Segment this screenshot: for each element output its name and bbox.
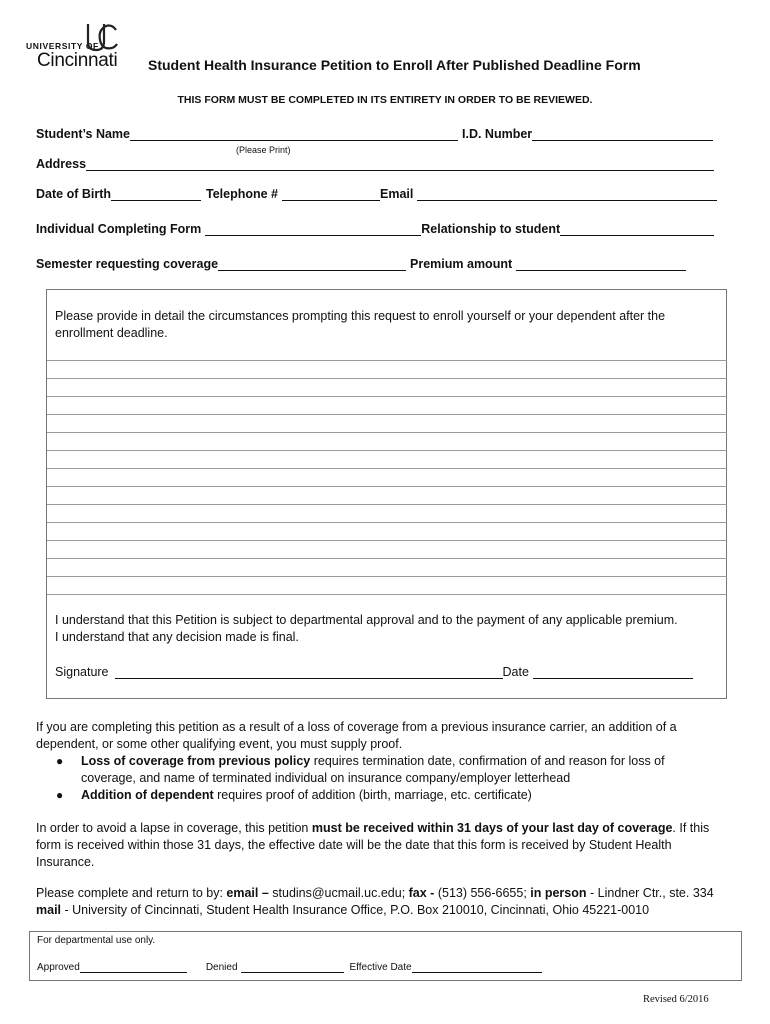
email-method-label: email – (226, 886, 273, 900)
acknowledgement-text (55, 612, 725, 646)
telephone-label: Telephone # (206, 187, 279, 201)
explanation-line[interactable] (47, 450, 727, 451)
semester-field[interactable] (218, 258, 406, 271)
address-row (36, 157, 714, 171)
contact-row (36, 187, 717, 201)
acknowledgement-line-2: I understand that any decision made is final. (55, 630, 299, 644)
approved-field[interactable] (80, 962, 187, 973)
return-email[interactable]: studins@ucmail.uc.edu (272, 886, 402, 900)
date-field[interactable] (533, 666, 693, 679)
please-print-note: (Please Print) (236, 145, 291, 155)
petition-prompt: Please provide in detail the circumstances prompting this request to enroll yourself or your dependent after the enrollment deadline. (55, 309, 666, 340)
list-item (56, 753, 716, 787)
departmental-use-label: For departmental use only. (37, 935, 156, 946)
address-label: Address (36, 157, 87, 171)
bullet-icon: ● (56, 788, 64, 802)
bullet-text: requires termination date, confirmation of and reason for loss of coverage, and name of terminated individual on insurance company/employer letterhead (81, 754, 665, 785)
individual-completing-field[interactable] (205, 223, 421, 236)
in-person-method-label: in person (530, 886, 587, 900)
premium-label: Premium amount (410, 257, 513, 271)
bullet-heading: Loss of coverage from previous policy (81, 754, 311, 768)
id-number-label: I.D. Number (462, 127, 533, 141)
return-line-2 (36, 902, 736, 919)
premium-field[interactable] (516, 258, 686, 271)
explanation-line[interactable] (47, 468, 727, 469)
effective-date-label: Effective Date (349, 962, 412, 973)
return-fax: (513) 556-6655 (437, 886, 524, 900)
return-line-1: Please complete and return to by: email – studins@ucmail.uc.edu; fax - (513) 556-6655; in person - Lindner Ctr., ste. 334 (36, 886, 714, 900)
list-item (56, 787, 716, 804)
signature-field[interactable] (115, 666, 503, 679)
explanation-line[interactable] (47, 396, 727, 397)
relationship-label: Relationship to student (421, 222, 561, 236)
bullet-heading: Addition of dependent (81, 788, 214, 802)
form-instruction: THIS FORM MUST BE COMPLETED IN ITS ENTIRETY IN ORDER TO BE REVIEWED. (177, 94, 593, 106)
student-name-row (36, 127, 713, 141)
explanation-line[interactable] (47, 360, 727, 361)
explanation-line[interactable] (47, 432, 727, 433)
explanation-line[interactable] (47, 558, 727, 559)
explanation-line[interactable] (47, 504, 727, 505)
coverage-row (36, 257, 686, 271)
id-number-field[interactable] (532, 128, 713, 141)
relationship-field[interactable] (560, 223, 714, 236)
deadline-text: In order to avoid a lapse in coverage, this petition (36, 821, 312, 835)
effective-date-field[interactable] (412, 962, 542, 973)
form-title: Student Health Insurance Petition to Enroll After Published Deadline Form (148, 57, 641, 73)
explanation-line[interactable] (47, 378, 727, 379)
acknowledgement-line-1: I understand that this Petition is subject to departmental approval and to the payment of any applicable premium. (55, 613, 678, 627)
fax-method-label: fax - (408, 886, 438, 900)
loss-of-coverage-intro: If you are completing this petition as a result of a loss of coverage from a previous insurance carrier, an addition of a dependent, or some other qualifying event, you must supply proof. (36, 720, 677, 751)
signature-row (55, 665, 693, 679)
denied-label: Denied (205, 962, 238, 973)
deadline-paragraph (36, 820, 731, 871)
individual-completing-label: Individual Completing Form (36, 222, 202, 236)
bullet-text: requires proof of addition (birth, marriage, etc. certificate) (213, 788, 532, 802)
deadline-text-end: . If this form is received within those 31 days, the effective date will be the date that this form is received by Student Health Insurance. (36, 821, 710, 869)
explanation-line[interactable] (47, 522, 727, 523)
approved-label: Approved (37, 962, 80, 973)
revision-date: Revised 6/2016 (643, 994, 709, 1005)
signature-label: Signature (55, 665, 109, 679)
return-in-person: - Lindner Ctr., ste. 334 (586, 886, 714, 900)
explanation-line[interactable] (47, 414, 727, 415)
date-of-birth-label: Date of Birth (36, 187, 111, 201)
telephone-field[interactable] (282, 188, 380, 201)
address-field[interactable] (86, 158, 714, 171)
deadline-emphasis: must be received within 31 days of your last day of coverage (311, 821, 673, 835)
email-label: Email (380, 187, 414, 201)
student-name-label: Student’s Name (36, 127, 131, 141)
date-label: Date (502, 665, 529, 679)
denied-field[interactable] (241, 962, 344, 973)
return-instructions (36, 885, 736, 919)
departmental-fields-row (37, 962, 542, 973)
explanation-line[interactable] (47, 576, 727, 577)
email-field[interactable] (417, 188, 717, 201)
mail-method-label: mail (36, 903, 62, 917)
date-of-birth-field[interactable] (111, 188, 201, 201)
explanation-line[interactable] (47, 594, 727, 595)
completer-row (36, 222, 714, 236)
return-intro: Please complete and return to by: (36, 886, 227, 900)
student-name-field[interactable] (130, 128, 458, 141)
semester-label: Semester requesting coverage (36, 257, 219, 271)
bullet-icon: ● (56, 754, 64, 768)
logo-cincinnati: Cincinnati (37, 50, 118, 71)
uc-logo-icon (84, 22, 118, 54)
return-mail-address: - University of Cincinnati, Student Health Insurance Office, P.O. Box 210010, Cincinnati, Ohio 45221-0010 (61, 903, 650, 917)
explanation-line[interactable] (47, 486, 727, 487)
explanation-line[interactable] (47, 540, 727, 541)
proof-requirements-list (56, 753, 716, 804)
logo-university-of: UNIVERSITY OF (26, 41, 99, 51)
